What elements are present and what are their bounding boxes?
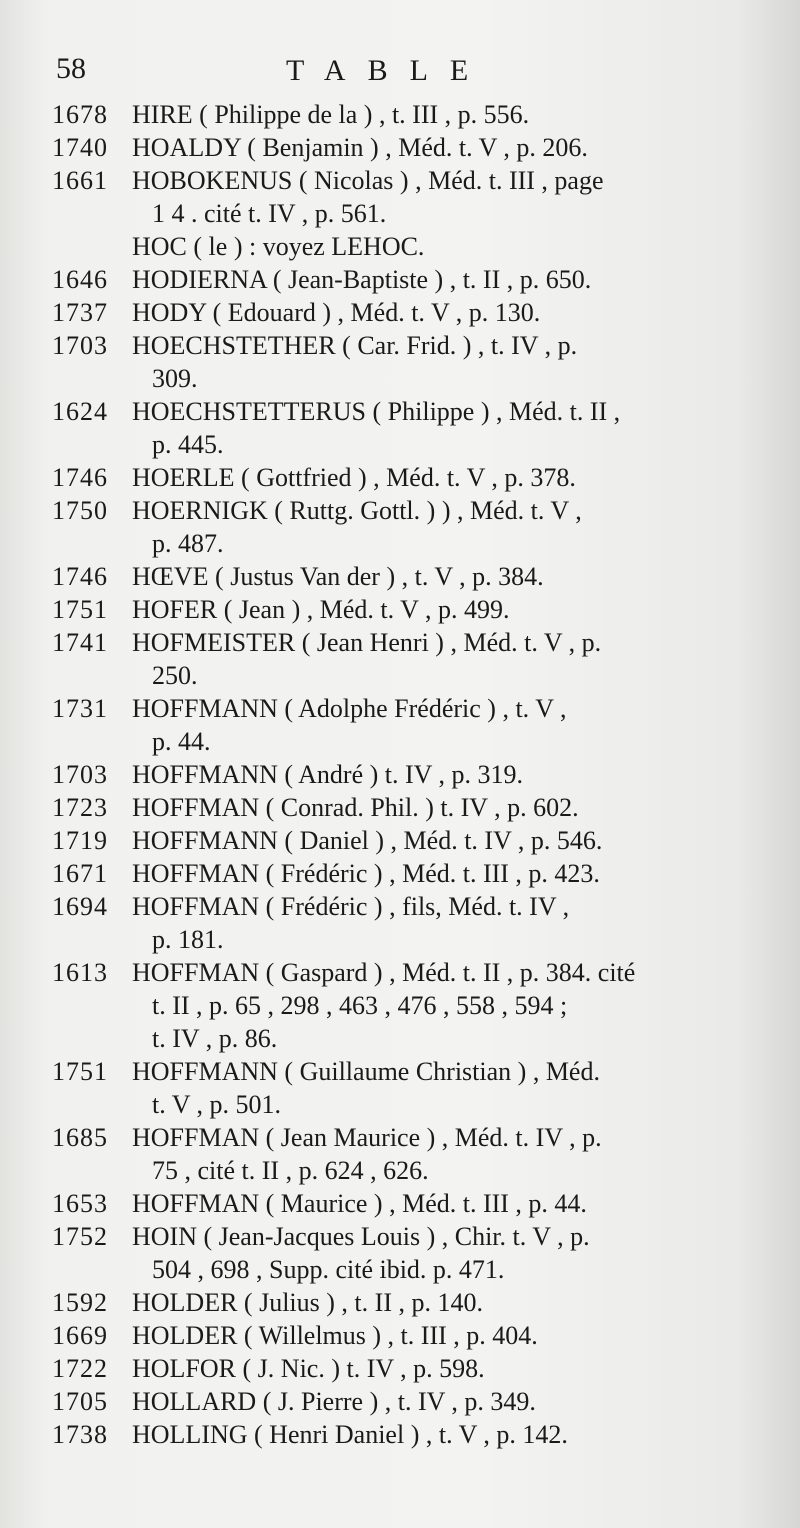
- entry-line: HOECHSTETHER ( Car. Frid. ) , t. IV , p.: [132, 331, 578, 360]
- entry-year: 1703: [52, 760, 108, 789]
- index-entry: [52, 230, 752, 263]
- entry-line: HOC ( le ) : voyez LEHOC.: [132, 232, 425, 261]
- index-entry: [52, 890, 752, 956]
- index-entry: [52, 857, 752, 890]
- entry-line: HOLLARD ( J. Pierre ) , t. IV , p. 349.: [132, 1387, 536, 1416]
- entry-text: [132, 824, 752, 857]
- entry-continuation-line: p. 487.: [152, 529, 224, 558]
- index-entry: [52, 758, 752, 791]
- entry-text: [132, 791, 752, 824]
- index-entry: [52, 329, 752, 395]
- entry-text: [132, 1385, 752, 1418]
- entry-text: [132, 1418, 752, 1451]
- entry-year: 1678: [52, 100, 108, 129]
- entry-line: HOFFMAN ( Maurice ) , Méd. t. III , p. 44.: [132, 1189, 587, 1218]
- entry-year: 1723: [52, 793, 108, 822]
- entry-text: [132, 164, 752, 230]
- entry-year: 1613: [52, 958, 108, 987]
- entry-continuation-line: p. 44.: [152, 727, 211, 756]
- entry-line: HOFFMAN ( Jean Maurice ) , Méd. t. IV , p.: [132, 1123, 602, 1152]
- entry-line: HOFFMAN ( Gaspard ) , Méd. t. II , p. 384. cité: [132, 958, 636, 987]
- entry-line: HOFFMAN ( Frédéric ) , fils, Méd. t. IV ,: [132, 892, 570, 921]
- entry-year: 1671: [52, 859, 108, 888]
- entry-year: 1722: [52, 1354, 108, 1383]
- entry-text: [132, 692, 752, 758]
- entry-line: HOFFMANN ( Daniel ) , Méd. t. IV , p. 546.: [132, 826, 603, 855]
- index-entry: [52, 626, 752, 692]
- index-entry: [52, 1319, 752, 1352]
- entry-year: 1624: [52, 397, 108, 426]
- entry-line: HOFFMANN ( Adolphe Frédéric ) , t. V ,: [132, 694, 567, 723]
- index-entries: [52, 98, 752, 1451]
- entry-text: [132, 857, 752, 890]
- index-entry: [52, 296, 752, 329]
- index-entry: [52, 560, 752, 593]
- entry-continuation-line: 1 4 . cité t. IV , p. 561.: [152, 199, 387, 228]
- entry-text: [132, 296, 752, 329]
- entry-text: [132, 1055, 752, 1121]
- entry-year: 1740: [52, 133, 108, 162]
- entry-line: HOFMEISTER ( Jean Henri ) , Méd. t. V , p.: [132, 628, 602, 657]
- entry-text: [132, 395, 752, 461]
- entry-line: HODY ( Edouard ) , Méd. t. V , p. 130.: [132, 298, 541, 327]
- entry-line: HOFFMAN ( Conrad. Phil. ) t. IV , p. 602.: [132, 793, 579, 822]
- index-entry: [52, 1187, 752, 1220]
- entry-year: 1752: [52, 1222, 108, 1251]
- entry-text: [132, 494, 752, 560]
- page-header: [56, 52, 576, 92]
- entry-text: [132, 890, 752, 956]
- entry-line: HOIN ( Jean-Jacques Louis ) , Chir. t. V , p.: [132, 1222, 590, 1251]
- entry-year: 1738: [52, 1420, 108, 1449]
- entry-year: 1646: [52, 265, 108, 294]
- entry-year: 1685: [52, 1123, 108, 1152]
- index-entry: [52, 824, 752, 857]
- index-entry: [52, 395, 752, 461]
- entry-year: 1703: [52, 331, 108, 360]
- index-entry: [52, 956, 752, 1055]
- entry-line: HOFFMANN ( Guillaume Christian ) , Méd.: [132, 1057, 600, 1086]
- entry-line: HOECHSTETTERUS ( Philippe ) , Méd. t. II ,: [132, 397, 621, 426]
- index-entry: [52, 263, 752, 296]
- entry-text: [132, 560, 752, 593]
- entry-text: [132, 1187, 752, 1220]
- index-entry: [52, 692, 752, 758]
- entry-text: [132, 956, 752, 1055]
- entry-year: 1751: [52, 1057, 108, 1086]
- entry-text: [132, 626, 752, 692]
- index-entry: [52, 461, 752, 494]
- entry-text: [132, 1220, 752, 1286]
- entry-continuation-line: t. V , p. 501.: [152, 1090, 282, 1119]
- entry-line: HOLLING ( Henri Daniel ) , t. V , p. 142.: [132, 1420, 568, 1449]
- index-entry: [52, 131, 752, 164]
- entry-line: HOBOKENUS ( Nicolas ) , Méd. t. III , page: [132, 166, 604, 195]
- index-entry: [52, 1286, 752, 1319]
- entry-continuation-line: p. 181.: [152, 925, 224, 954]
- entry-line: HOLDER ( Willelmus ) , t. III , p. 404.: [132, 1321, 538, 1350]
- index-entry: [52, 1055, 752, 1121]
- entry-line: HOFFMANN ( André ) t. IV , p. 319.: [132, 760, 523, 789]
- index-entry: [52, 1418, 752, 1451]
- index-entry: [52, 593, 752, 626]
- entry-continuation-line: 75 , cité t. II , p. 624 , 626.: [152, 1156, 429, 1185]
- entry-text: [132, 263, 752, 296]
- entry-continuation-line: t. IV , p. 86.: [152, 1024, 278, 1053]
- entry-year: 1669: [52, 1321, 108, 1350]
- entry-year: 1694: [52, 892, 108, 921]
- entry-year: 1737: [52, 298, 108, 327]
- entry-continuation-line: p. 445.: [152, 430, 224, 459]
- index-entry: [52, 1352, 752, 1385]
- entry-text: [132, 1121, 752, 1187]
- entry-line: HOLDER ( Julius ) , t. II , p. 140.: [132, 1288, 483, 1317]
- entry-year: 1661: [52, 166, 108, 195]
- index-entry: [52, 1121, 752, 1187]
- entry-line: HOERLE ( Gottfried ) , Méd. t. V , p. 378.: [132, 463, 576, 492]
- entry-line: HIRE ( Philippe de la ) , t. III , p. 556.: [132, 100, 530, 129]
- entry-line: HODIERNA ( Jean-Baptiste ) , t. II , p. 650.: [132, 265, 592, 294]
- running-title: TABLE: [286, 54, 491, 87]
- index-entry: [52, 1220, 752, 1286]
- entry-continuation-line: 309.: [152, 364, 198, 393]
- entry-text: [132, 1286, 752, 1319]
- entry-year: 1731: [52, 694, 108, 723]
- index-entry: [52, 494, 752, 560]
- entry-year: 1719: [52, 826, 108, 855]
- entry-year: 1750: [52, 496, 108, 525]
- entry-text: [132, 1319, 752, 1352]
- entry-text: [132, 230, 752, 263]
- entry-year: 1751: [52, 595, 108, 624]
- index-entry: [52, 1385, 752, 1418]
- entry-text: [132, 1352, 752, 1385]
- entry-text: [132, 758, 752, 791]
- entry-text: [132, 593, 752, 626]
- entry-continuation-line: 250.: [152, 661, 198, 690]
- entry-text: [132, 98, 752, 131]
- index-entry: [52, 791, 752, 824]
- entry-line: HOLFOR ( J. Nic. ) t. IV , p. 598.: [132, 1354, 485, 1383]
- entry-text: [132, 329, 752, 395]
- index-entry: [52, 164, 752, 230]
- entry-line: HOFER ( Jean ) , Méd. t. V , p. 499.: [132, 595, 510, 624]
- entry-line: HOERNIGK ( Ruttg. Gottl. ) ) , Méd. t. V ,: [132, 496, 582, 525]
- entry-continuation-line: t. II , p. 65 , 298 , 463 , 476 , 558 , 594 ;: [152, 991, 568, 1020]
- entry-line: HŒVE ( Justus Van der ) , t. V , p. 384.: [132, 562, 544, 591]
- entry-year: 1746: [52, 562, 108, 591]
- entry-year: 1746: [52, 463, 108, 492]
- entry-year: 1705: [52, 1387, 108, 1416]
- entry-year: 1653: [52, 1189, 108, 1218]
- page-number: 58: [56, 52, 86, 85]
- entry-text: [132, 461, 752, 494]
- entry-line: HOFFMAN ( Frédéric ) , Méd. t. III , p. 423.: [132, 859, 600, 888]
- entry-year: 1741: [52, 628, 108, 657]
- index-entry: [52, 98, 752, 131]
- entry-line: HOALDY ( Benjamin ) , Méd. t. V , p. 206.: [132, 133, 588, 162]
- entry-continuation-line: 504 , 698 , Supp. cité ibid. p. 471.: [152, 1255, 505, 1284]
- entry-text: [132, 131, 752, 164]
- entry-year: 1592: [52, 1288, 108, 1317]
